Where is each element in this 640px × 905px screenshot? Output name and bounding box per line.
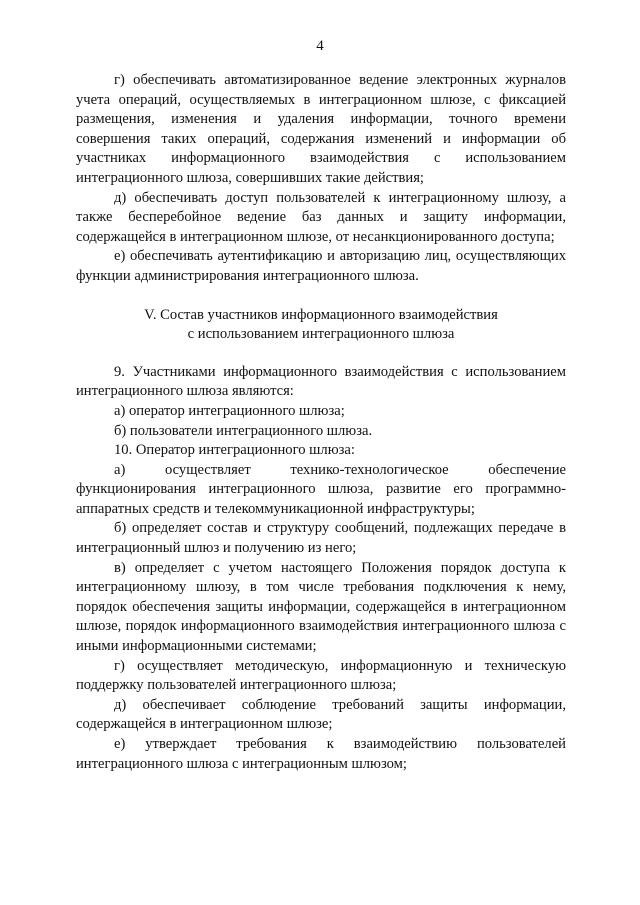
- paragraph-10-g: г) осуществляет методическую, информационную и техническую поддержку пользователей интеграционного шлюза;: [76, 657, 566, 694]
- paragraph-10-v: в) определяет с учетом настоящего Положения порядок доступа к интеграционному шлюзу, в том числе требования подключения к нему, порядок обеспечения защиты информации, содержащейся в интеграционном шлюзе, порядок информационного взаимодействия интеграционного шлюза с иными информационными системами;: [76, 559, 566, 655]
- section-heading: [76, 306, 566, 345]
- paragraph-9: 9. Участниками информационного взаимодействия с использованием интеграционного шлюза являются:: [76, 363, 566, 400]
- paragraph-item-d: д) обеспечивать доступ пользователей к интеграционному шлюзу, а также бесперебойное ведение баз данных и защиту информации, содержащейся в интеграционном шлюзе, от несанкционированного доступа;: [76, 189, 566, 245]
- paragraph-9-a: а) оператор интеграционного шлюза;: [114, 402, 345, 419]
- paragraph-10-b: б) определяет состав и структуру сообщений, подлежащих передаче в интеграционный шлюз и получению из него;: [76, 520, 566, 557]
- paragraph-item-e: е) обеспечивать аутентификацию и авторизацию лиц, осуществляющих функции администрирования интеграционного шлюза.: [76, 248, 566, 284]
- page-number: 4: [316, 38, 324, 54]
- section-heading-line-2: с использованием интеграционного шлюза: [187, 326, 455, 343]
- paragraph-9-b: б) пользователи интеграционного шлюза.: [114, 422, 373, 439]
- document-body: [76, 71, 566, 774]
- paragraph-10-a: а) осуществляет технико-технологическое обеспечение функционирования интеграционного шлюза, развитие его программно-аппаратных средств и телекоммуникационной инфраструктуры;: [76, 461, 566, 517]
- paragraph-10-e: е) утверждает требования к взаимодействию пользователей интеграционного шлюза с интеграционным шлюзом;: [76, 736, 566, 772]
- paragraph-10-d: д) обеспечивает соблюдение требований защиты информации, содержащейся в интеграционном шлюзе;: [76, 696, 566, 733]
- paragraph-item-g: г) обеспечивать автоматизированное ведение электронных журналов учета операций, осуществляемых в интеграционном шлюзе, с фиксацией размещения, изменения и удаления информации, точного времени совершения таких операций, содержания изменений и информации об участниках информационного взаимодействия с использованием интеграционного шлюза, совершивших такие действия;: [76, 72, 566, 186]
- paragraph-10: 10. Оператор интеграционного шлюза:: [114, 442, 355, 459]
- section-heading-line-1: V. Состав участников информационного взаимодействия: [144, 306, 498, 323]
